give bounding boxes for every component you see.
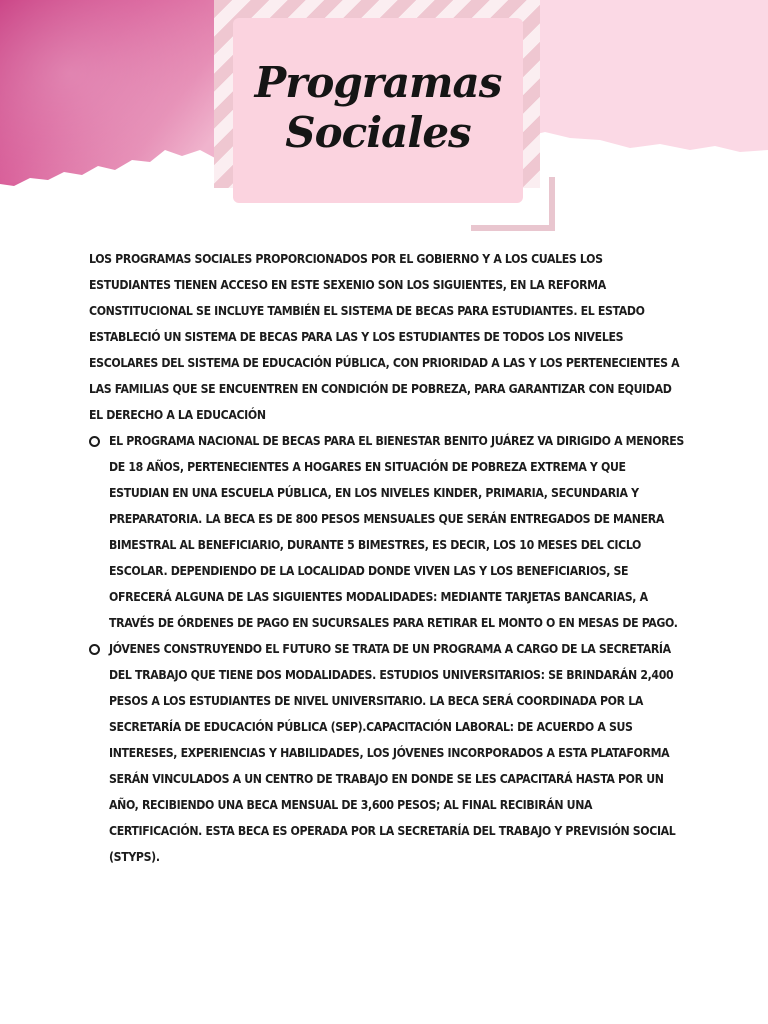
title-card (233, 18, 523, 203)
intro-paragraph: LOS PROGRAMAS SOCIALES PROPORCIONADOS POR EL GOBIERNO Y A LOS CUALES LOS ESTUDIANTES TIENEN ACCESO EN ESTE SEXENIO SON LOS SIGUIENTES, EN LA REFORMA CONSTITUCIONAL SE INCLUYE TAMBIÉN EL SISTEMA DE BECAS PARA ESTUDIANTES. EL ESTADO ESTABLECIÓ UN SISTEMA DE BECAS PARA LAS Y LOS ESTUDIANTES DE TODOS LOS NIVELES ESCOLARES DEL SISTEMA DE EDUCACIÓN PÚBLICA, CON PRIORIDAD A LAS Y LOS PERTENECIENTES A LAS FAMILIAS QUE SE ENCUENTREN EN CONDICIÓN DE POBREZA, PARA GARANTIZAR CON EQUIDAD EL DERECHO A LA EDUCACIÓN (89, 252, 680, 422)
list-item (89, 636, 684, 870)
page-title (233, 58, 523, 158)
bullet-list (89, 428, 684, 870)
list-item-text: JÓVENES CONSTRUYENDO EL FUTURO SE TRATA DE UN PROGRAMA A CARGO DE LA SECRETARÍA DEL TRABAJO QUE TIENE DOS MODALIDADES. ESTUDIOS UNIVERSITARIOS: SE BRINDARÁN 2,400 PESOS A LOS ESTUDIANTES DE NIVEL UNIVERSITARIO. LA BECA SERÁ COORDINADA POR LA SECRETARÍA DE EDUCACIÓN PÚBLICA (SEP).CAPACITACIÓN LABORAL: DE ACUERDO A SUS INTERESES, EXPERIENCIAS Y HABILIDADES, LOS JÓVENES INCORPORADOS A ESTA PLATAFORMA SERÁN VINCULADOS A UN CENTRO DE TRABAJO EN DONDE SE LES CAPACITARÁ HASTA POR UN AÑO, RECIBIENDO UNA BECA MENSUAL DE 3,600 PESOS; AL FINAL RECIBIRÁN UNA CERTIFICACIÓN. ESTA BECA ES OPERADA POR LA SECRETARÍA DEL TRABAJO Y PREVISIÓN SOCIAL (STYPS). (109, 642, 676, 864)
list-item-text: EL PROGRAMA NACIONAL DE BECAS PARA EL BIENESTAR BENITO JUÁREZ VA DIRIGIDO A MENORES DE 18 AÑOS, PERTENECIENTES A HOGARES EN SITUACIÓN DE POBREZA EXTREMA Y QUE ESTUDIAN EN UNA ESCUELA PÚBLICA, EN LOS NIVELES KINDER, PRIMARIA, SECUNDARIA Y PREPARATORIA. LA BECA ES DE 800 PESOS MENSUALES QUE SERÁN ENTREGADOS DE MANERA BIMESTRAL AL BENEFICIARIO, DURANTE 5 BIMESTRES, ES DECIR, LOS 10 MESES DEL CICLO ESCOLAR. DEPENDIENDO DE LA LOCALIDAD DONDE VIVEN LAS Y LOS BENEFICIARIOS, SE OFRECERÁ ALGUNA DE LAS SIGUIENTES MODALIDADES: MEDIANTE TARJETAS BANCARIAS, A TRAVÉS DE ÓRDENES DE PAGO EN SUCURSALES PARA RETIRAR EL MONTO O EN MESAS DE PAGO. (109, 434, 684, 630)
hollow-circle-bullet-icon (89, 436, 100, 447)
document-body (89, 246, 684, 870)
list-item (89, 428, 684, 636)
title-line-1: Programas (254, 58, 502, 107)
title-line-2: Sociales (285, 108, 471, 157)
pastel-pink-background (500, 0, 768, 152)
hollow-circle-bullet-icon (89, 644, 100, 655)
